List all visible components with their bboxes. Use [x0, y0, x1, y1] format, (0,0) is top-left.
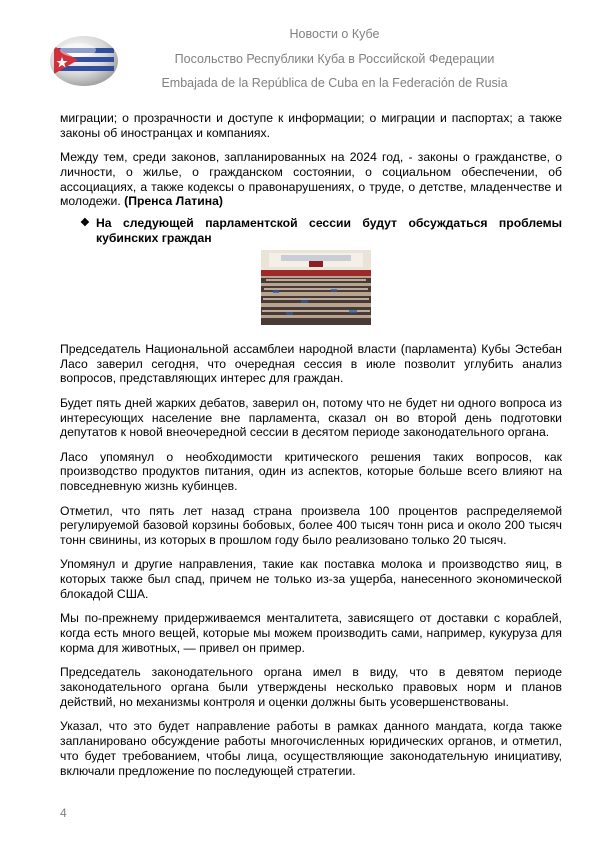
paragraph: миграции; о прозрачности и доступе к информации; о миграции и паспортах; а также законы об иностранцах и компаниях. — [60, 111, 562, 140]
header-embassy-ru: Посольство Республики Куба в Российской Федерации — [174, 52, 495, 66]
paragraph — [60, 150, 562, 209]
page-header — [0, 0, 605, 100]
header-embassy-es: Embajada de la República de Cuba en la Federación de Rusia — [161, 76, 508, 90]
article-headline — [60, 216, 562, 246]
paragraph: Отметил, что пять лет назад страна произвела 100 процентов распределяемой регулируемой базовой корзины бобовых, более 400 тысяч тонн риса и около 200 тысяч тонн свинины, из которых в прошлом году было реализовано только 20 тысяч. — [60, 503, 562, 548]
paragraph: Председатель Национальной ассамблеи народной власти (парламента) Кубы Эстебан Ласо заверил сегодня, что очередная сессия в июле позволит углубить анализ вопросов, представляющих интерес для граждан. — [60, 341, 562, 386]
photo-container — [60, 250, 562, 325]
diamond-bullet-icon: ❖ — [80, 217, 90, 230]
paragraph: Председатель законодательного органа имел в виду, что в девятом периоде законодательного органа были утверждены несколько правовых норм и планов действий, но механизмы контроля и оценки должны быть усовершенствованы. — [60, 665, 562, 709]
spacer — [60, 325, 562, 342]
paragraph: Будет пять дней жарких дебатов, заверил он, потому что не будет ни одного вопроса из интересующих население вне парламента, сказал он во второй день подготовки депутатов к новой внеочередной сессии в десятом периоде законодательного органа. — [60, 395, 562, 440]
paragraph: Ласо упомянул о необходимости критического решения таких вопросов, как производство продуктов питания, один из аспектов, которые больше всего влияют на повседневную жизнь кубинцев. — [60, 449, 562, 494]
paragraph: Упомянул и другие направления, такие как поставка молока и производство яиц, в которых также был спад, причем не только из-за ущерба, нанесенного экономической блокадой США. — [60, 557, 562, 602]
parliament-session-photo — [261, 250, 371, 325]
header-title: Новости о Кубе — [289, 27, 380, 41]
headline-text: На следующей парламентской сессии будут обсуждаться проблемы кубинских граждан — [96, 216, 562, 246]
paragraph-text: Между тем, среди законов, запланированных на 2024 год, - законы о гражданстве, о личности, о жилье, о гражданском состоянии, о социальном обеспечении, об ассоциациях, а также кодексы о правонарушениях, о труде, о детстве, младенчестве и молодежи. — [60, 150, 562, 209]
paragraph: Указал, что это будет направление работы в рамках данного мандата, когда также запланировано обсуждение работы многочисленных юридических органов, и отметил, что будет требованием, чтобы лица, осуществляющие законодательную инициативу, включали предложение по последующей стратегии. — [60, 719, 562, 778]
article-body — [60, 111, 562, 788]
paragraph: Мы по-прежнему придерживаемся менталитета, зависящего от доставки с кораблей, когда есть много вещей, которые мы можем производить сами, например, кукуруза для корма для животных, — привел он пример. — [60, 611, 562, 655]
source-credit: (Пренса Латина) — [124, 194, 223, 209]
page-number: 4 — [60, 806, 67, 820]
